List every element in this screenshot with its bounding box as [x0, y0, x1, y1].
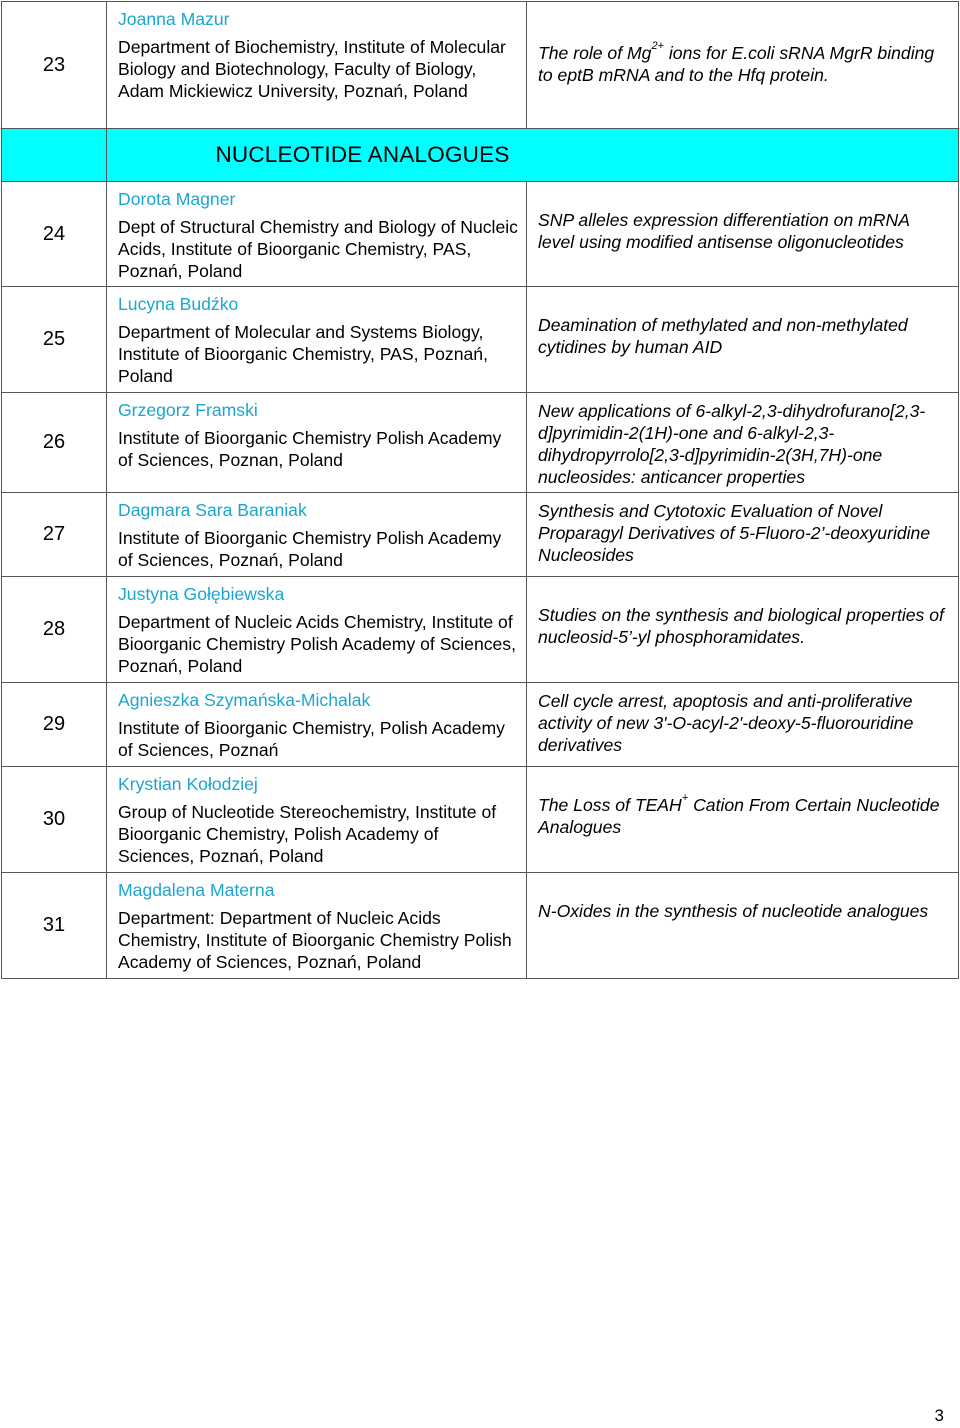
talk-title: [527, 767, 959, 873]
talk-title: [527, 493, 959, 577]
author-name: Agnieszka Szymańska-Michalak: [118, 690, 371, 710]
talk-title: [527, 287, 959, 393]
entry-number: 30: [2, 767, 107, 873]
talk-title: [527, 683, 959, 767]
entry-number: 28: [2, 577, 107, 683]
page-number: 3: [934, 1406, 944, 1425]
author-affiliation: Department: Department of Nucleic Acids Chemistry, Institute of Bioorganic Chemistry Polish Academy of Sciences, Poznań, Poland: [118, 908, 512, 972]
author-affiliation: Department of Molecular and Systems Biology, Institute of Bioorganic Chemistry, PAS, Poznań, Poland: [118, 322, 488, 386]
entry-number: 27: [2, 493, 107, 577]
entry-row: [2, 182, 959, 287]
title-text: The role of Mg: [538, 43, 652, 63]
author-affiliation: Institute of Bioorganic Chemistry, Polish Academy of Sciences, Poznań: [118, 718, 505, 760]
entry-number: 25: [2, 287, 107, 393]
author-affiliation: Dept of Structural Chemistry and Biology of Nucleic Acids, Institute of Bioorganic Chemistry, PAS, Poznań, Poland: [118, 217, 518, 281]
title-text: Synthesis and Cytotoxic Evaluation of Novel Proparagyl Derivatives of 5-Fluoro-2’-deoxyuridine Nucleosides: [538, 501, 931, 565]
entry-number: 26: [2, 393, 107, 493]
author-affiliation: Group of Nucleotide Stereochemistry, Institute of Bioorganic Chemistry, Polish Academy of Sciences, Poznań, Poland: [118, 802, 497, 866]
entry-number: 29: [2, 683, 107, 767]
entry-row: [2, 873, 959, 979]
title-superscript: 2+: [651, 40, 664, 53]
entry-number: 31: [2, 873, 107, 979]
author-cell: [107, 493, 527, 577]
program-table: [1, 1, 959, 979]
author-cell: [107, 182, 527, 287]
entry-number: 23: [2, 2, 107, 129]
title-text: Deamination of methylated and non-methylated cytidines by human AID: [538, 315, 908, 357]
talk-title: [527, 182, 959, 287]
entry-row: [2, 2, 959, 129]
author-affiliation: Department of Biochemistry, Institute of Molecular Biology and Biotechnology, Faculty of Biology, Adam Mickiewicz University, Poznań, Poland: [118, 37, 506, 101]
author-name: Lucyna Budźko: [118, 294, 239, 314]
entry-row: [2, 683, 959, 767]
title-text-rest: Cation From Certain Nucleotide Analogues: [538, 795, 940, 837]
entry-row: [2, 287, 959, 393]
author-name: Krystian Kołodziej: [118, 774, 258, 794]
title-text: Cell cycle arrest, apoptosis and anti-proliferative activity of new 3'-O-acyl-2'-deoxy-5-fluorouridine derivatives: [538, 691, 914, 755]
title-text-rest: ions for E.coli sRNA MgrR binding to eptB mRNA and to the Hfq protein.: [538, 43, 935, 85]
author-name: Dorota Magner: [118, 189, 236, 209]
author-cell: [107, 767, 527, 873]
author-cell: [107, 577, 527, 683]
entry-row: [2, 577, 959, 683]
talk-title: [527, 873, 959, 979]
author-name: Magdalena Materna: [118, 880, 275, 900]
author-cell: [107, 393, 527, 493]
author-cell: [107, 873, 527, 979]
author-affiliation: Department of Nucleic Acids Chemistry, Institute of Bioorganic Chemistry Polish Academy of Sciences, Poznań, Poland: [118, 612, 516, 676]
title-text: N-Oxides in the synthesis of nucleotide analogues: [538, 901, 929, 921]
talk-title: [527, 393, 959, 493]
section-header: [107, 129, 959, 182]
section-row: [2, 129, 959, 182]
talk-title: [527, 2, 959, 129]
title-superscript: +: [681, 792, 689, 805]
author-cell: [107, 2, 527, 129]
author-name: Justyna Gołębiewska: [118, 584, 285, 604]
section-title: NUCLEOTIDE ANALOGUES: [215, 142, 510, 167]
entry-row: [2, 393, 959, 493]
entry-row: [2, 767, 959, 873]
author-affiliation: Institute of Bioorganic Chemistry Polish Academy of Sciences, Poznan, Poland: [118, 428, 502, 470]
title-text: SNP alleles expression differentiation on mRNA level using modified antisense oligonucleotides: [538, 210, 910, 252]
section-spacer: [2, 129, 107, 182]
author-name: Grzegorz Framski: [118, 400, 258, 420]
entry-row: [2, 493, 959, 577]
talk-title: [527, 577, 959, 683]
author-name: Dagmara Sara Baraniak: [118, 500, 307, 520]
author-cell: [107, 287, 527, 393]
author-affiliation: Institute of Bioorganic Chemistry Polish Academy of Sciences, Poznań, Poland: [118, 528, 502, 570]
title-text: New applications of 6-alkyl-2,3-dihydrofurano[2,3-d]pyrimidin-2(1H)-one and 6-alkyl-2,3-dihydropyrrolo[2,3-d]pyrimidin-2(3H,7H)-one nucleosides: anticancer properties: [538, 401, 926, 487]
title-text: Studies on the synthesis and biological properties of nucleosid-5’-yl phosphoramidates.: [538, 605, 944, 647]
title-text: The Loss of TEAH: [538, 795, 682, 815]
author-name: Joanna Mazur: [118, 9, 230, 29]
entry-number: 24: [2, 182, 107, 287]
author-cell: [107, 683, 527, 767]
